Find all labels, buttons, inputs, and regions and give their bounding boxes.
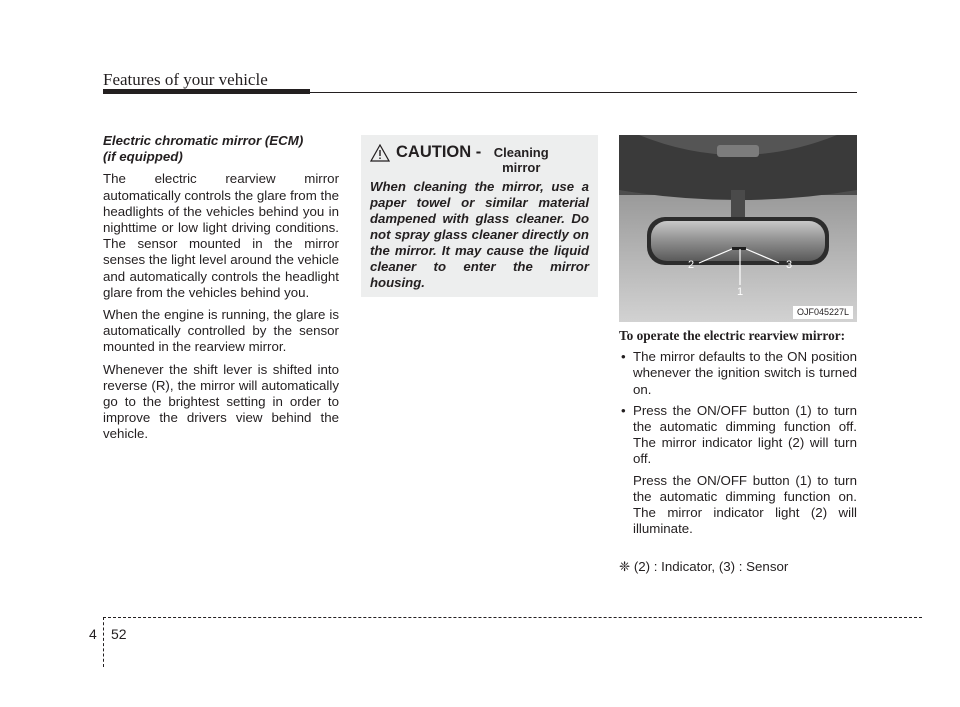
section-title [103, 133, 339, 165]
footer-rule [103, 617, 922, 618]
paragraph-engine-running: When the engine is running, the glare is automatically controlled by the sensor mounted in the rearview mirror. [103, 307, 339, 355]
callout-3: 3 [785, 259, 793, 271]
right-column [619, 328, 857, 576]
callout-1: 1 [736, 286, 744, 298]
list-item [619, 403, 857, 468]
footer-vertical-rule [103, 617, 104, 667]
caution-header [370, 143, 589, 175]
page-number: 52 [111, 626, 127, 642]
caution-text: When cleaning the mirror, use a paper towel or similar material dampened with glass cleaner. Do not spray glass cleaner directly on the mirror. It may cause the liquid cleaner to enter the mirror housing. [370, 179, 589, 290]
chapter-number: 4 [89, 626, 97, 642]
page-header-title: Features of your vehicle [103, 70, 268, 89]
header-rule-thin [310, 92, 857, 93]
callout-2: 2 [687, 259, 695, 271]
header-rule-thick [103, 89, 310, 94]
bullet-text-default-on: The mirror defaults to the ON position whenever the ignition switch is turned on. [633, 349, 857, 397]
section-title-line2: (if equipped) [103, 149, 183, 165]
left-column [103, 133, 339, 449]
list-item [619, 349, 857, 398]
bullet-text-turn-off: Press the ON/OFF button (1) to turn the automatic dimming function off. The mirror indicator light (2) will turn off. [633, 402, 857, 467]
warning-triangle-icon [370, 144, 390, 162]
rearview-mirror-photo [619, 135, 857, 322]
caution-topic: Cleaning mirror [493, 145, 549, 175]
bullet-text-turn-on: Press the ON/OFF button (1) to turn the automatic dimming function on. The mirror indicator light (2) will illuminate. [633, 472, 857, 537]
indicator-sensor-note: ❈ (2) : Indicator, (3) : Sensor [619, 559, 789, 575]
bullet-dot: • [621, 402, 626, 418]
paragraph-reverse: Whenever the shift lever is shifted into reverse (R), the mirror will automatically go to the brightest setting in order to improve the drivers view behind the vehicle. [103, 361, 339, 442]
bullet-dot: • [621, 349, 626, 365]
section-title-line1: Electric chromatic mirror (ECM) [103, 133, 304, 148]
rearview-mirror-illustration [619, 135, 857, 322]
photo-code: OJF045227L [793, 306, 853, 319]
operation-title: To operate the electric rearview mirror: [619, 328, 846, 343]
caution-label: CAUTION - [396, 143, 482, 161]
paragraph-ecm-intro: The electric rearview mirror automatically controls the glare from the headlights of the vehicles behind you in nighttime or low light driving conditions. The sensor mounted in the mirror senses the light level around the vehicle and automatically controls the headlight glare from the vehicles behind you. [103, 171, 339, 300]
caution-box [361, 135, 598, 297]
